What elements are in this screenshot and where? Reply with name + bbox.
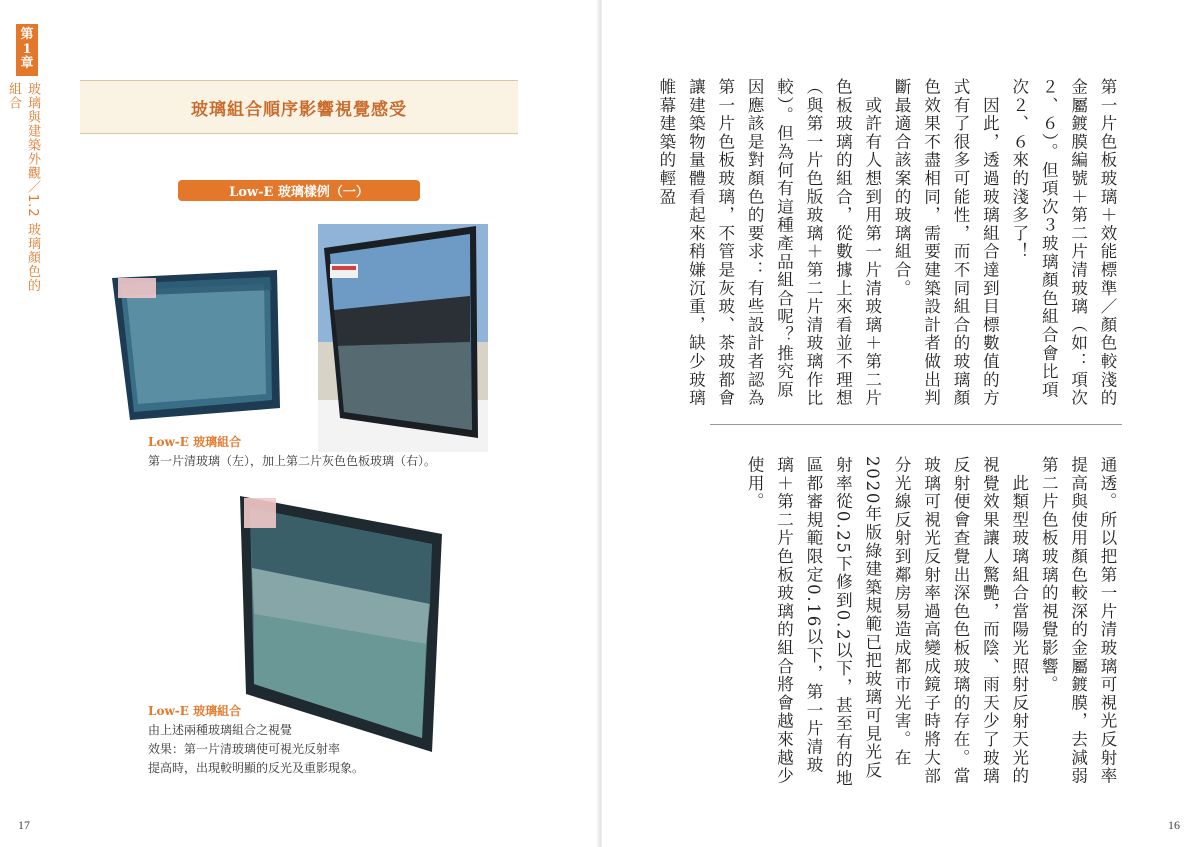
paragraph: 第一片色板玻璃＋效能標準／顏色較淺的金屬鍍膜編號＋第二片清玻璃（如：項次２、６）。但項次３玻璃顏色組合會比項次２、６來的淺多了！ bbox=[1009, 78, 1117, 408]
upper-text-block bbox=[656, 78, 1122, 410]
figure2-caption-text bbox=[148, 721, 364, 778]
divider-line bbox=[710, 424, 1122, 425]
chapter-tab-char: 1 bbox=[22, 41, 32, 57]
page-number-left: 17 bbox=[18, 818, 30, 832]
sample-label: Low-E 玻璃樣例（一） bbox=[178, 180, 420, 201]
figure1-caption-title: Low-E 玻璃組合 bbox=[148, 435, 242, 449]
chapter-tab-char: 第 bbox=[20, 26, 34, 42]
lower-text-block bbox=[700, 456, 1122, 788]
section-label: 玻璃與建築外觀／1.2 玻璃顏色的組合 bbox=[6, 82, 40, 293]
left-page bbox=[0, 0, 598, 847]
figure2-caption-line: 提高時，出現較明顯的反光及重影現象。 bbox=[148, 761, 365, 775]
figure2-caption-line: 由上述兩種玻璃組合之視覺 bbox=[148, 723, 293, 737]
paragraph: 因此，透過玻璃組合達到目標數值的方式有了很多可能性，而不同組合的玻璃顏色效果不盡相同，需要建築設計者做出判斷最適合該案的玻璃組合。 bbox=[892, 78, 1000, 408]
figure2-caption-line: 效果：第一片清玻璃使可視光反射率 bbox=[148, 742, 341, 756]
chapter-tab bbox=[16, 24, 38, 76]
page-number-right: 16 bbox=[1168, 818, 1180, 832]
photo-glass-gray-second bbox=[318, 224, 488, 452]
photo-glass-combination bbox=[236, 494, 446, 752]
photo-glass-clear-first bbox=[112, 270, 280, 420]
page-title: 玻璃組合順序影響視覺感受 bbox=[80, 80, 518, 134]
paragraph: 通透。所以把第一片清玻璃可視光反射率提高與使用顏色較深的金屬鍍膜，去減弱第二片色板玻璃的視覺影響。 bbox=[1039, 456, 1117, 786]
figure1-caption-text: 第一片清玻璃（左），加上第二片灰色色板玻璃（右）。 bbox=[148, 454, 437, 468]
chapter-tab-char: 章 bbox=[20, 56, 34, 72]
figure2-caption-title: Low-E 玻璃組合 bbox=[148, 704, 242, 718]
paragraph: 或許有人想到用第一片清玻璃＋第二片色板玻璃的組合，從數據上來看並不理想（與第一片色版玻璃＋第二片清玻璃作比較）。但為何有這種產品組合呢？推究原因應該是對顏色的要求：有些設計者認為第一片色板玻璃，不管是灰玻、茶玻都會讓建築物量體看起來稍嫌沉重，缺少玻璃帷幕建築的輕盈 bbox=[656, 78, 882, 408]
paragraph: 此類型玻璃組合當陽光照射反射天光的視覺效果讓人驚艷，而陰、雨天少了玻璃反射便會查覺出深色色板玻璃的存在。當玻璃可視光反射率過高變成鏡子時將大部分光線反射到鄰房易造成都市光害。在2020年版綠建築規範已把玻璃可見光反射率從0.25下修到0.2以下，甚至有的地區都審規範限定0.16以下，第一片清玻璃＋第二片色板玻璃的組合將會越來越少使用。 bbox=[745, 456, 1029, 788]
